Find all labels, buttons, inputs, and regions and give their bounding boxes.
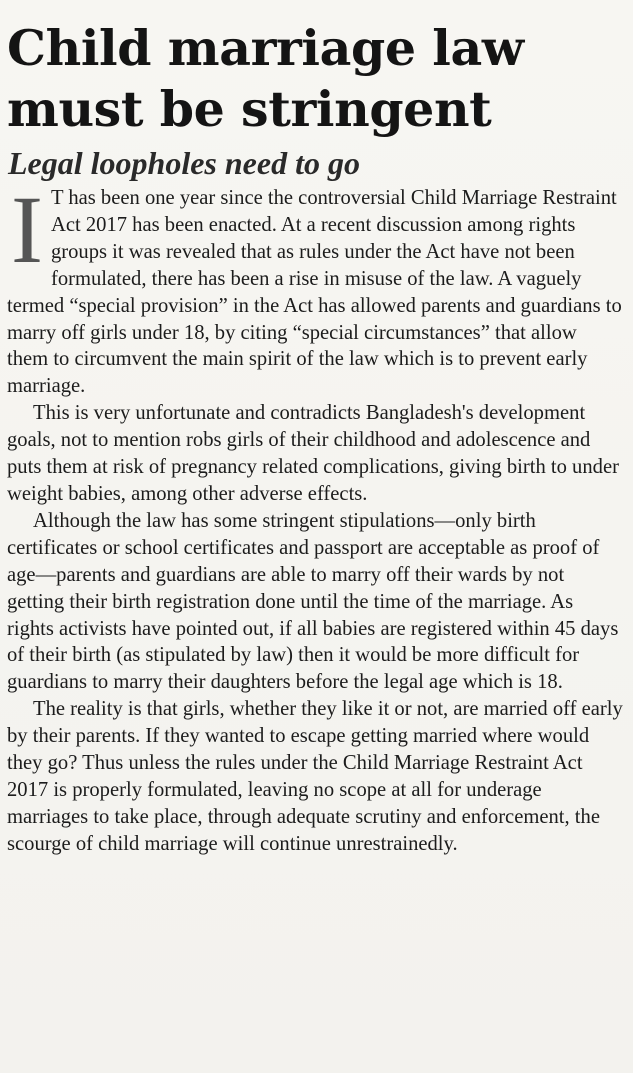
subheadline: Legal loopholes need to go [8,145,360,181]
paragraph-1: T has been one year since the controversial Child Marriage Restraint Act 2017 has been enacted. At a recent discussion among rights groups it was revealed that as rules under the Act have not been formulated, there has been a rise in misuse of the law. A vaguely termed “special provision” in the Act has allowed parents and guardians to marry off girls under 18, by citing “special circumstances” that allow them to circumvent the main spirit of the law which is to prevent early marriage. [7,187,622,398]
drop-cap: I [11,176,43,283]
headline: Child marriage law must be stringent [7,19,524,138]
paragraph-4: The reality is that girls, whether they like it or not, are married off early by their parents. If they wanted to escape getting married where would they go? Thus unless the rules under the Child Marriage Restraint Act 2017 is properly formulated, leaving no scope at all for underage marriages to take place, through adequate scrutiny and enforcement, the scourge of child marriage will continue unrestrainedly. [7,698,623,855]
paragraph-3: Although the law has some stringent stipulations—only birth certificates or school certificates and passport are acceptable as proof of age—parents and guardians are able to marry off their wards by not getting their birth registration done until the time of the marriage. As rights activists have pointed out, if all babies are registered within 45 days of their birth (as stipulated by law) then it would be more difficult for guardians to marry their daughters before the legal age which is 18. [7,509,619,694]
article-body [7,176,623,858]
paragraph-2: This is very unfortunate and contradicts Bangladesh's development goals, not to mention robs girls of their childhood and adolescence and puts them at risk of pregnancy related complications, giving birth to under weight babies, among other adverse effects. [7,402,619,505]
